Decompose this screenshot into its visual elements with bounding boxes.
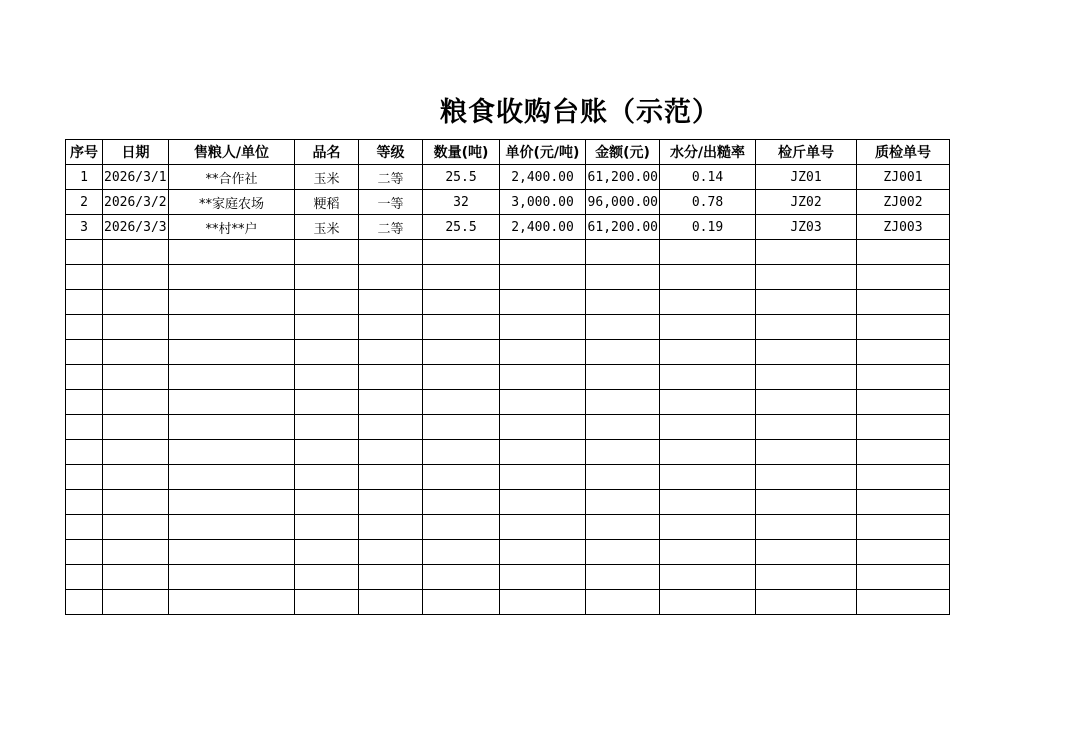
empty-cell[interactable] [359, 315, 423, 340]
cell-date[interactable]: 2026/3/1 [103, 165, 169, 190]
empty-cell[interactable] [169, 340, 295, 365]
empty-cell[interactable] [586, 265, 660, 290]
empty-table-row [66, 540, 950, 565]
cell-grade[interactable]: 二等 [359, 165, 423, 190]
empty-cell[interactable] [756, 340, 857, 365]
empty-cell[interactable] [500, 365, 586, 390]
empty-table-row [66, 490, 950, 515]
empty-cell[interactable] [423, 440, 500, 465]
empty-cell[interactable] [359, 515, 423, 540]
col-header-moisture[interactable]: 水分/出糙率 [660, 140, 756, 165]
empty-cell[interactable] [423, 365, 500, 390]
cell-index[interactable]: 1 [66, 165, 103, 190]
empty-cell[interactable] [500, 515, 586, 540]
empty-table-row [66, 415, 950, 440]
empty-cell[interactable] [103, 440, 169, 465]
empty-cell[interactable] [66, 240, 103, 265]
empty-cell[interactable] [857, 390, 950, 415]
cell-moisture[interactable]: 0.19 [660, 215, 756, 240]
empty-cell[interactable] [586, 565, 660, 590]
empty-cell[interactable] [756, 490, 857, 515]
empty-cell[interactable] [756, 315, 857, 340]
cell-qc-no[interactable]: ZJ001 [857, 165, 950, 190]
empty-cell[interactable] [756, 390, 857, 415]
empty-cell[interactable] [857, 315, 950, 340]
empty-cell[interactable] [66, 390, 103, 415]
empty-cell[interactable] [169, 490, 295, 515]
empty-cell[interactable] [169, 440, 295, 465]
ledger-table [65, 139, 950, 615]
empty-cell[interactable] [359, 390, 423, 415]
cell-amount[interactable]: 61,200.00 [586, 215, 660, 240]
empty-table-row [66, 340, 950, 365]
empty-cell[interactable] [756, 590, 857, 615]
empty-cell[interactable] [169, 515, 295, 540]
empty-cell[interactable] [423, 240, 500, 265]
empty-cell[interactable] [586, 365, 660, 390]
cell-seller[interactable]: **合作社 [169, 165, 295, 190]
empty-cell[interactable] [423, 315, 500, 340]
empty-cell[interactable] [423, 465, 500, 490]
empty-cell[interactable] [756, 265, 857, 290]
empty-cell[interactable] [103, 390, 169, 415]
cell-date[interactable]: 2026/3/2 [103, 190, 169, 215]
col-header-date[interactable]: 日期 [103, 140, 169, 165]
cell-qc-no[interactable]: ZJ002 [857, 190, 950, 215]
empty-cell[interactable] [660, 490, 756, 515]
empty-cell[interactable] [66, 290, 103, 315]
cell-weigh-no[interactable]: JZ03 [756, 215, 857, 240]
empty-cell[interactable] [857, 540, 950, 565]
empty-cell[interactable] [66, 415, 103, 440]
empty-cell[interactable] [295, 365, 359, 390]
empty-cell[interactable] [660, 390, 756, 415]
col-header-unit-price[interactable]: 单价(元/吨) [500, 140, 586, 165]
empty-table-row [66, 390, 950, 415]
cell-grade[interactable]: 二等 [359, 215, 423, 240]
empty-cell[interactable] [586, 540, 660, 565]
empty-cell[interactable] [857, 515, 950, 540]
empty-cell[interactable] [103, 465, 169, 490]
empty-cell[interactable] [295, 390, 359, 415]
empty-cell[interactable] [103, 315, 169, 340]
empty-cell[interactable] [857, 465, 950, 490]
empty-cell[interactable] [857, 440, 950, 465]
empty-cell[interactable] [586, 490, 660, 515]
empty-cell[interactable] [103, 540, 169, 565]
empty-cell[interactable] [359, 290, 423, 315]
empty-cell[interactable] [857, 590, 950, 615]
empty-cell[interactable] [756, 290, 857, 315]
col-header-qc-no[interactable]: 质检单号 [857, 140, 950, 165]
empty-cell[interactable] [660, 240, 756, 265]
cell-quantity[interactable]: 25.5 [423, 215, 500, 240]
empty-cell[interactable] [295, 490, 359, 515]
empty-cell[interactable] [359, 590, 423, 615]
empty-cell[interactable] [423, 340, 500, 365]
empty-cell[interactable] [756, 365, 857, 390]
empty-cell[interactable] [66, 315, 103, 340]
empty-cell[interactable] [500, 565, 586, 590]
empty-cell[interactable] [857, 240, 950, 265]
empty-cell[interactable] [359, 240, 423, 265]
cell-moisture[interactable]: 0.14 [660, 165, 756, 190]
empty-cell[interactable] [756, 565, 857, 590]
empty-cell[interactable] [359, 465, 423, 490]
empty-cell[interactable] [500, 340, 586, 365]
empty-cell[interactable] [359, 490, 423, 515]
cell-seller[interactable]: **家庭农场 [169, 190, 295, 215]
empty-cell[interactable] [295, 515, 359, 540]
empty-cell[interactable] [756, 465, 857, 490]
cell-amount[interactable]: 96,000.00 [586, 190, 660, 215]
empty-cell[interactable] [660, 315, 756, 340]
empty-cell[interactable] [586, 590, 660, 615]
empty-table-row [66, 565, 950, 590]
empty-cell[interactable] [66, 540, 103, 565]
empty-cell[interactable] [660, 290, 756, 315]
empty-cell[interactable] [756, 415, 857, 440]
empty-cell[interactable] [359, 415, 423, 440]
empty-cell[interactable] [169, 415, 295, 440]
empty-table-row [66, 465, 950, 490]
empty-cell[interactable] [586, 415, 660, 440]
empty-cell[interactable] [295, 315, 359, 340]
empty-cell[interactable] [500, 490, 586, 515]
empty-cell[interactable] [586, 515, 660, 540]
empty-cell[interactable] [500, 265, 586, 290]
empty-cell[interactable] [660, 590, 756, 615]
empty-cell[interactable] [103, 515, 169, 540]
empty-cell[interactable] [500, 390, 586, 415]
cell-index[interactable]: 2 [66, 190, 103, 215]
col-header-amount[interactable]: 金额(元) [586, 140, 660, 165]
empty-cell[interactable] [169, 315, 295, 340]
cell-weigh-no[interactable]: JZ01 [756, 165, 857, 190]
cell-product[interactable]: 玉米 [295, 165, 359, 190]
empty-cell[interactable] [586, 465, 660, 490]
empty-cell[interactable] [169, 365, 295, 390]
empty-cell[interactable] [295, 340, 359, 365]
empty-cell[interactable] [66, 365, 103, 390]
cell-amount[interactable]: 61,200.00 [586, 165, 660, 190]
empty-cell[interactable] [66, 565, 103, 590]
empty-cell[interactable] [756, 440, 857, 465]
empty-cell[interactable] [423, 390, 500, 415]
empty-cell[interactable] [103, 365, 169, 390]
sheet-title: 粮食收购台账（示范） [440, 97, 720, 128]
empty-cell[interactable] [66, 340, 103, 365]
empty-cell[interactable] [423, 540, 500, 565]
empty-cell[interactable] [500, 290, 586, 315]
empty-cell[interactable] [103, 490, 169, 515]
empty-cell[interactable] [66, 490, 103, 515]
empty-cell[interactable] [500, 440, 586, 465]
empty-cell[interactable] [500, 465, 586, 490]
empty-table-row [66, 365, 950, 390]
empty-cell[interactable] [660, 440, 756, 465]
cell-moisture[interactable]: 0.78 [660, 190, 756, 215]
empty-cell[interactable] [169, 265, 295, 290]
empty-cell[interactable] [586, 240, 660, 265]
empty-cell[interactable] [103, 340, 169, 365]
empty-cell[interactable] [857, 365, 950, 390]
empty-cell[interactable] [660, 340, 756, 365]
empty-cell[interactable] [295, 265, 359, 290]
empty-cell[interactable] [295, 290, 359, 315]
empty-cell[interactable] [756, 515, 857, 540]
empty-cell[interactable] [660, 565, 756, 590]
empty-cell[interactable] [660, 265, 756, 290]
table-row [66, 165, 950, 190]
empty-cell[interactable] [359, 365, 423, 390]
cell-unit-price[interactable]: 2,400.00 [500, 165, 586, 190]
empty-cell[interactable] [169, 290, 295, 315]
cell-weigh-no[interactable]: JZ02 [756, 190, 857, 215]
empty-cell[interactable] [359, 440, 423, 465]
table-row [66, 190, 950, 215]
empty-cell[interactable] [857, 490, 950, 515]
empty-cell[interactable] [423, 515, 500, 540]
empty-cell[interactable] [586, 315, 660, 340]
empty-cell[interactable] [103, 240, 169, 265]
empty-cell[interactable] [500, 415, 586, 440]
col-header-index[interactable]: 序号 [66, 140, 103, 165]
header-row [66, 140, 950, 165]
empty-cell[interactable] [423, 265, 500, 290]
empty-table-row [66, 290, 950, 315]
empty-cell[interactable] [857, 290, 950, 315]
empty-table-row [66, 515, 950, 540]
empty-table-row [66, 590, 950, 615]
empty-table-row [66, 240, 950, 265]
empty-cell[interactable] [359, 265, 423, 290]
empty-cell[interactable] [857, 415, 950, 440]
empty-cell[interactable] [423, 490, 500, 515]
cell-product[interactable]: 玉米 [295, 215, 359, 240]
cell-unit-price[interactable]: 3,000.00 [500, 190, 586, 215]
empty-cell[interactable] [66, 515, 103, 540]
empty-cell[interactable] [756, 240, 857, 265]
empty-cell[interactable] [423, 290, 500, 315]
cell-seller[interactable]: **村**户 [169, 215, 295, 240]
empty-cell[interactable] [103, 415, 169, 440]
empty-cell[interactable] [756, 540, 857, 565]
empty-cell[interactable] [660, 415, 756, 440]
empty-cell[interactable] [169, 390, 295, 415]
cell-quantity[interactable]: 32 [423, 190, 500, 215]
empty-table-row [66, 440, 950, 465]
empty-cell[interactable] [295, 540, 359, 565]
empty-cell[interactable] [103, 590, 169, 615]
empty-cell[interactable] [66, 265, 103, 290]
col-header-product[interactable]: 品名 [295, 140, 359, 165]
empty-cell[interactable] [295, 415, 359, 440]
empty-cell[interactable] [295, 440, 359, 465]
empty-cell[interactable] [500, 315, 586, 340]
cell-unit-price[interactable]: 2,400.00 [500, 215, 586, 240]
empty-cell[interactable] [423, 565, 500, 590]
empty-cell[interactable] [660, 515, 756, 540]
empty-cell[interactable] [103, 290, 169, 315]
empty-cell[interactable] [423, 415, 500, 440]
empty-table-row [66, 265, 950, 290]
empty-cell[interactable] [103, 565, 169, 590]
empty-cell[interactable] [295, 565, 359, 590]
empty-cell[interactable] [423, 590, 500, 615]
empty-cell[interactable] [500, 590, 586, 615]
col-header-weigh-no[interactable]: 检斤单号 [756, 140, 857, 165]
empty-cell[interactable] [359, 565, 423, 590]
empty-cell[interactable] [295, 465, 359, 490]
empty-cell[interactable] [660, 465, 756, 490]
empty-cell[interactable] [295, 590, 359, 615]
empty-cell[interactable] [295, 240, 359, 265]
empty-cell[interactable] [857, 265, 950, 290]
empty-cell[interactable] [103, 265, 169, 290]
empty-cell[interactable] [857, 565, 950, 590]
empty-cell[interactable] [586, 290, 660, 315]
empty-cell[interactable] [500, 540, 586, 565]
empty-cell[interactable] [660, 365, 756, 390]
empty-table-row [66, 315, 950, 340]
empty-cell[interactable] [500, 240, 586, 265]
empty-cell[interactable] [359, 540, 423, 565]
empty-cell[interactable] [169, 590, 295, 615]
empty-cell[interactable] [586, 340, 660, 365]
empty-cell[interactable] [169, 540, 295, 565]
cell-quantity[interactable]: 25.5 [423, 165, 500, 190]
empty-cell[interactable] [169, 565, 295, 590]
col-header-seller[interactable]: 售粮人/单位 [169, 140, 295, 165]
empty-cell[interactable] [66, 465, 103, 490]
empty-cell[interactable] [660, 540, 756, 565]
empty-cell[interactable] [359, 340, 423, 365]
empty-cell[interactable] [586, 440, 660, 465]
empty-cell[interactable] [586, 390, 660, 415]
cell-index[interactable]: 3 [66, 215, 103, 240]
col-header-quantity[interactable]: 数量(吨) [423, 140, 500, 165]
empty-cell[interactable] [66, 440, 103, 465]
cell-date[interactable]: 2026/3/3 [103, 215, 169, 240]
table-row [66, 215, 950, 240]
cell-product[interactable]: 粳稻 [295, 190, 359, 215]
empty-cell[interactable] [169, 465, 295, 490]
empty-cell[interactable] [169, 240, 295, 265]
col-header-grade[interactable]: 等级 [359, 140, 423, 165]
cell-grade[interactable]: 一等 [359, 190, 423, 215]
empty-cell[interactable] [66, 590, 103, 615]
cell-qc-no[interactable]: ZJ003 [857, 215, 950, 240]
empty-cell[interactable] [857, 340, 950, 365]
